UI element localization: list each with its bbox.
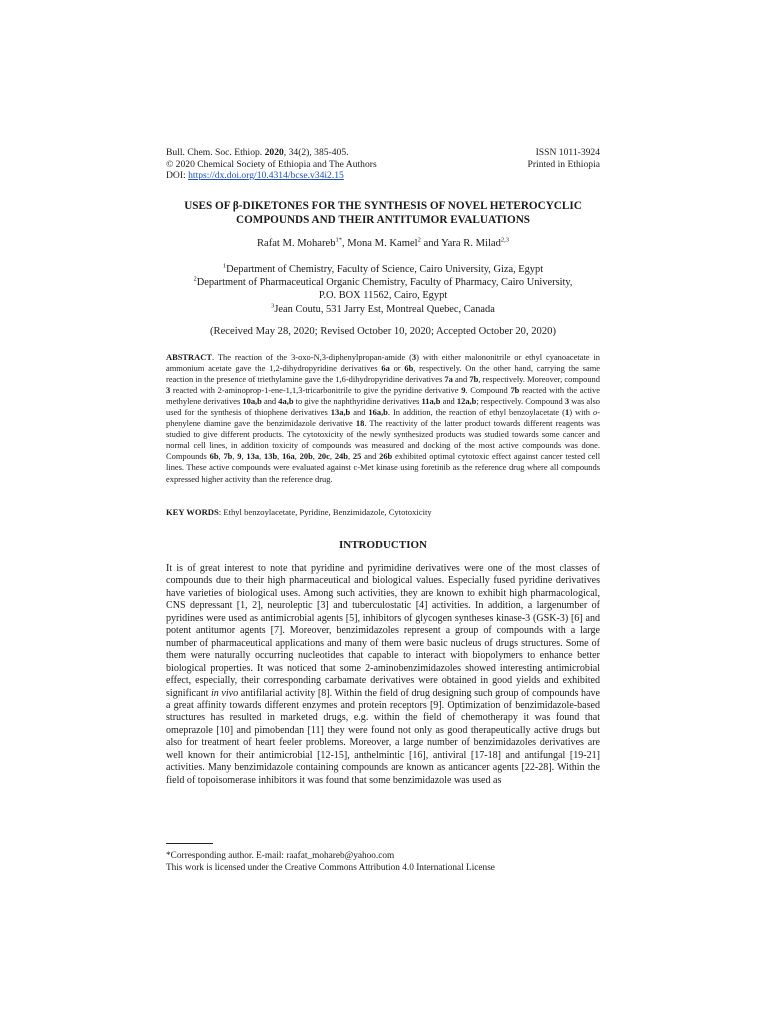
compound-ref: 11a,b — [421, 396, 441, 407]
compound-ref: 13a,b — [330, 407, 351, 418]
doi-label: DOI: — [166, 170, 189, 181]
doi — [166, 170, 344, 182]
compound-ref: 9 — [237, 451, 242, 462]
doi-link[interactable]: https://dx.doi.org/10.4314/bcse.v34i2.15 — [188, 170, 344, 181]
abstract-text: . The reactivity of the latter product towards different reagents was studied to give different products. The cytotoxicity of the newly synthesized products was studied towards some cancer and normal cell lines, in addition toxicity of compounds was measured and docking of the most active compounds was done. Compounds — [166, 418, 600, 462]
abstract-label: ABSTRACT — [166, 352, 212, 362]
compound-ref: 7b — [223, 451, 233, 462]
printed-location: Printed in Ethiopia — [527, 158, 600, 170]
abstract — [166, 352, 600, 485]
italic-prefix: o — [592, 407, 598, 418]
abstract-text: and — [452, 374, 470, 385]
journal-header — [166, 147, 600, 182]
compound-ref: 24b — [334, 451, 348, 462]
affil-marker: 1 — [222, 262, 227, 270]
abstract-text: , — [241, 451, 247, 462]
compound-ref: 10a,b — [242, 396, 262, 407]
intro-italic: in vivo — [211, 687, 239, 699]
author-1-affil: 1* — [335, 236, 342, 244]
author-separator: , — [342, 238, 348, 249]
affil-marker: 2 — [193, 275, 197, 283]
abstract-text: , — [232, 451, 238, 462]
received-dates: (Received May 28, 2020; Revised October 10, 2020; Accepted October 20, 2020) — [210, 326, 556, 337]
citation-year: 2020 — [264, 147, 284, 158]
compound-ref: 4a,b — [278, 396, 294, 407]
abstract-text: reacted with the active methylene derivatives — [166, 385, 600, 407]
author-separator: and — [420, 238, 442, 249]
abstract-text: , — [259, 451, 264, 462]
compound-ref: 1 — [564, 407, 570, 418]
compound-ref: 6b — [209, 451, 219, 462]
compound-ref: 26b — [379, 451, 393, 462]
abstract-text: and — [440, 396, 457, 407]
compound-ref: 3 — [166, 385, 171, 396]
compound-ref: 3 — [564, 396, 570, 407]
copyright: © 2020 Chemical Society of Ethiopia and The Authors — [166, 158, 377, 170]
citation-journal: Bull. Chem. Soc. Ethiop. — [166, 147, 265, 158]
author-3: Yara R. Milad — [441, 238, 501, 249]
compound-ref: 20b — [299, 451, 313, 462]
keywords-text: : Ethyl benzoylacetate, Pyridine, Benzimidazole, Cytotoxicity — [218, 507, 432, 517]
corresponding-author-note: *Corresponding author. E-mail: raafat_mohareb@yahoo.com — [166, 851, 395, 861]
abstract-text: ) with — [569, 407, 593, 418]
compound-ref: 3 — [411, 352, 417, 362]
compound-ref: 16a — [282, 451, 295, 462]
issn: ISSN 1011-3924 — [535, 147, 600, 158]
compound-ref: 6b — [404, 363, 414, 374]
title-line-2: COMPOUNDS AND THEIR ANTITUMOR EVALUATIONS — [235, 213, 531, 226]
author-2-affil: 2 — [417, 236, 421, 244]
intro-text: It is of great interest to note that pyridine and pyrimidine derivatives were one of the most classes of compounds due to their high pharmaceutical and biological values. Especially fused pyridine derivatives have varieties of biological uses. Among such activities, they are known to exhibit high pharmacological, CNS depressant [1, 2], neuroleptic [3] and tuberculostatic [4] activities. In addition, a largenumber of pyridines were used as antimicrobial agents [5], inhibitors of glycogen syntheses kinase-3 (GSK-3) [6] and potent antitumor agents [7]. Moreover, benzimidazoles represent a group of compounds with a large number of pharmaceutical applications and many of them were basic nucleus of drugs structures. Some of them were naturally occurring nucleotides that capable to interact with biopolymers to enhance better biological properties. It was noticed that some 2-aminobenzimidazoles showed interesting antimicrobial effect, especially, their corresponding carbamate derivatives were obtained in good yields and exhibited significant — [166, 563, 600, 699]
article-title — [166, 200, 600, 227]
affil-text: Department of Chemistry, Faculty of Science, Cairo University, Giza, Egypt — [226, 264, 544, 275]
abstract-text: was also used for the synthesis of thiophene derivatives — [166, 396, 601, 418]
abstract-text: . Compound — [465, 385, 511, 396]
abstract-text: . In addition, the reaction of ethyl benzoylacetate ( — [387, 407, 565, 418]
abstract-text: , — [218, 451, 224, 462]
abstract-text: to give the naphthyridine derivatives — [293, 396, 422, 407]
abstract-text: exhibited optimal cytotoxic effect against cancer tested cell lines. These active compounds were evaluated against c-Met kinase using foretinib as the reference drug where all compounds expressed higher activity than the reference drug. — [166, 451, 601, 484]
abstract-text: , — [312, 451, 318, 462]
abstract-text: and — [350, 407, 369, 418]
affil-marker: 3 — [271, 302, 275, 310]
compound-ref: 13b — [264, 451, 278, 462]
affiliation-2 — [166, 276, 600, 289]
compound-ref: 7b — [469, 374, 479, 385]
abstract-text: , — [347, 451, 353, 462]
abstract-text: , respectively. On the other hand, carrying the same reaction in the presence of triethylamine gave the 1,6-dihydropyridine derivatives — [166, 363, 600, 385]
abstract-text: . The reaction of the 3-oxo-N,3-diphenylpropan-amide ( — [211, 352, 412, 362]
compound-ref: 7b — [510, 385, 520, 396]
abstract-text: and — [261, 396, 279, 407]
affiliation-3 — [166, 303, 600, 316]
compound-ref: 25 — [352, 451, 362, 462]
author-list — [166, 238, 600, 249]
abstract-text: and — [361, 451, 380, 462]
compound-ref: 13a — [246, 451, 260, 462]
abstract-text: , — [329, 451, 335, 462]
author-2: Mona M. Kamel — [347, 238, 418, 249]
compound-ref: 16a,b — [368, 407, 388, 418]
affil-text: Jean Coutu, 531 Jarry Est, Montreal Quebec, Canada — [274, 303, 495, 315]
compound-ref: 12a,b — [456, 396, 477, 407]
section-heading-introduction: INTRODUCTION — [338, 539, 427, 551]
affil-text: Department of Pharmaceutical Organic Chemistry, Faculty of Pharmacy, Cairo University, — [196, 277, 573, 289]
abstract-text: or — [389, 363, 405, 374]
abstract-text: reacted with 2-aminoprop-1-ene-1,1,3-tricarbonitrile to give the pyridine derivative — [170, 385, 462, 396]
title-line-1: USES OF β-DIKETONES FOR THE SYNTHESIS OF NOVEL HETEROCYCLIC — [184, 200, 582, 212]
compound-ref: 20c — [317, 451, 330, 462]
keywords-label: KEY WORDS — [166, 507, 219, 517]
citation — [166, 147, 349, 159]
introduction-body — [166, 563, 600, 787]
abstract-text: , respectively. Moreover, compound — [478, 374, 600, 385]
abstract-text: , — [277, 451, 283, 462]
compound-ref: 7a — [444, 374, 453, 385]
citation-volume: , 34(2), 385-405. — [283, 147, 349, 158]
affiliation-1 — [166, 263, 600, 276]
affiliation-2-address: P.O. BOX 11562, Cairo, Egypt — [318, 290, 448, 302]
abstract-text: ; respectively. Compound — [476, 396, 565, 407]
abstract-text: ) with either malononitrile or ethyl cyanoacetate in ammonium acetate gave the 1,2-dihydropyridine derivatives — [166, 352, 601, 374]
footnotes — [166, 850, 600, 874]
keywords — [166, 507, 600, 517]
compound-ref: 6a — [381, 363, 390, 374]
compound-ref: 9 — [461, 385, 466, 396]
compound-ref: 18 — [355, 418, 365, 429]
intro-text: antifilarial activity [8]. Within the field of drug designing such group of compounds have a great affinity towards different enzymes and protein receptors [9]. Optimization of benzimidazole-based structures has resulted in marketed drugs, e.g. within the field of chemotherapy it was found that omeprazole [10] and pimobendan [11] they were found not only as good therapeutically active drugs but also for treatment of heart feeler problems. Moreover, a large number of benzimidazoles derivatives are well known for their antimicrobial [12-15], anthelmintic [16], antiviral [17-18] and antifungal [19-21] activities. Many benzimidazole containing compounds are known as anticancer agents [22-28]. Within the field of topoisomerase inhibitors it was found that some benzimidazole was used as — [166, 687, 600, 786]
footnote-divider — [166, 843, 213, 844]
affiliations — [166, 263, 600, 316]
author-3-affil: 2,3 — [500, 236, 510, 244]
license-note: This work is licensed under the Creative Commons Attribution 4.0 International License — [166, 863, 495, 873]
author-1: Rafat M. Mohareb — [256, 238, 336, 249]
abstract-text: -phenylene diamine gave the benzimidazole derivative — [166, 407, 600, 429]
abstract-text: , — [294, 451, 300, 462]
